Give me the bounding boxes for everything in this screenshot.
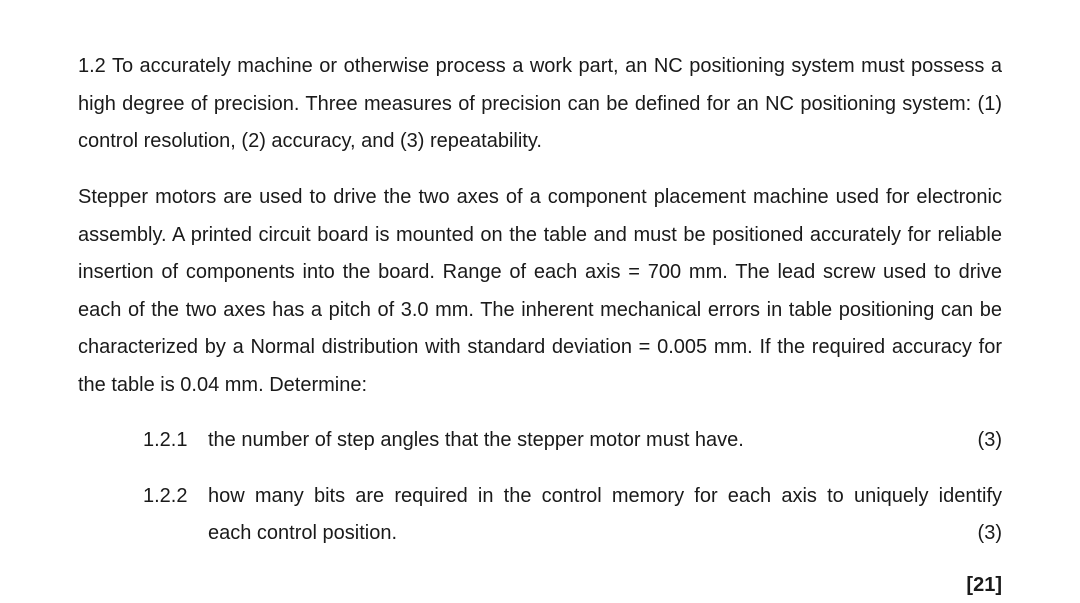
subquestion-number: 1.2.2 [143,485,188,507]
subquestion-text [208,422,1002,459]
subquestion-text [208,478,1002,552]
total-marks: [21] [966,574,1002,596]
subquestion-text-line: how many bits are required in the control memory for each axis to uniquely identify [208,485,1002,507]
subquestion-text-line: the number of step angles that the stepper motor must have. [208,429,744,451]
subquestion-marks: (3) [977,429,1002,451]
subquestion-number: 1.2.1 [143,429,188,451]
subquestion-text-line: each control position. [208,522,398,544]
problem-statement-paragraph: Stepper motors are used to drive the two axes of a component placement machine used for electronic assembly. A printed circuit board is mounted on the table and must be positioned accurately for reliable insertion of components into the board. Range of each axis = 700 mm. The lead screw used to drive each of the two axes has a pitch of 3.0 mm. The inherent mechanical errors in table positioning can be characterized by a Normal distribution with standard deviation = 0.005 mm. If the required accuracy for the table is 0.04 mm. Determine: [78,186,1002,396]
subquestion-marks: (3) [977,522,1002,544]
question-intro-paragraph: 1.2 To accurately machine or otherwise process a work part, an NC positioning system must possess a high degree of precision. Three measures of precision can be defined for an NC positioning system: (1) control resolution, (2) accuracy, and (3) repeatability. [78,55,1002,152]
